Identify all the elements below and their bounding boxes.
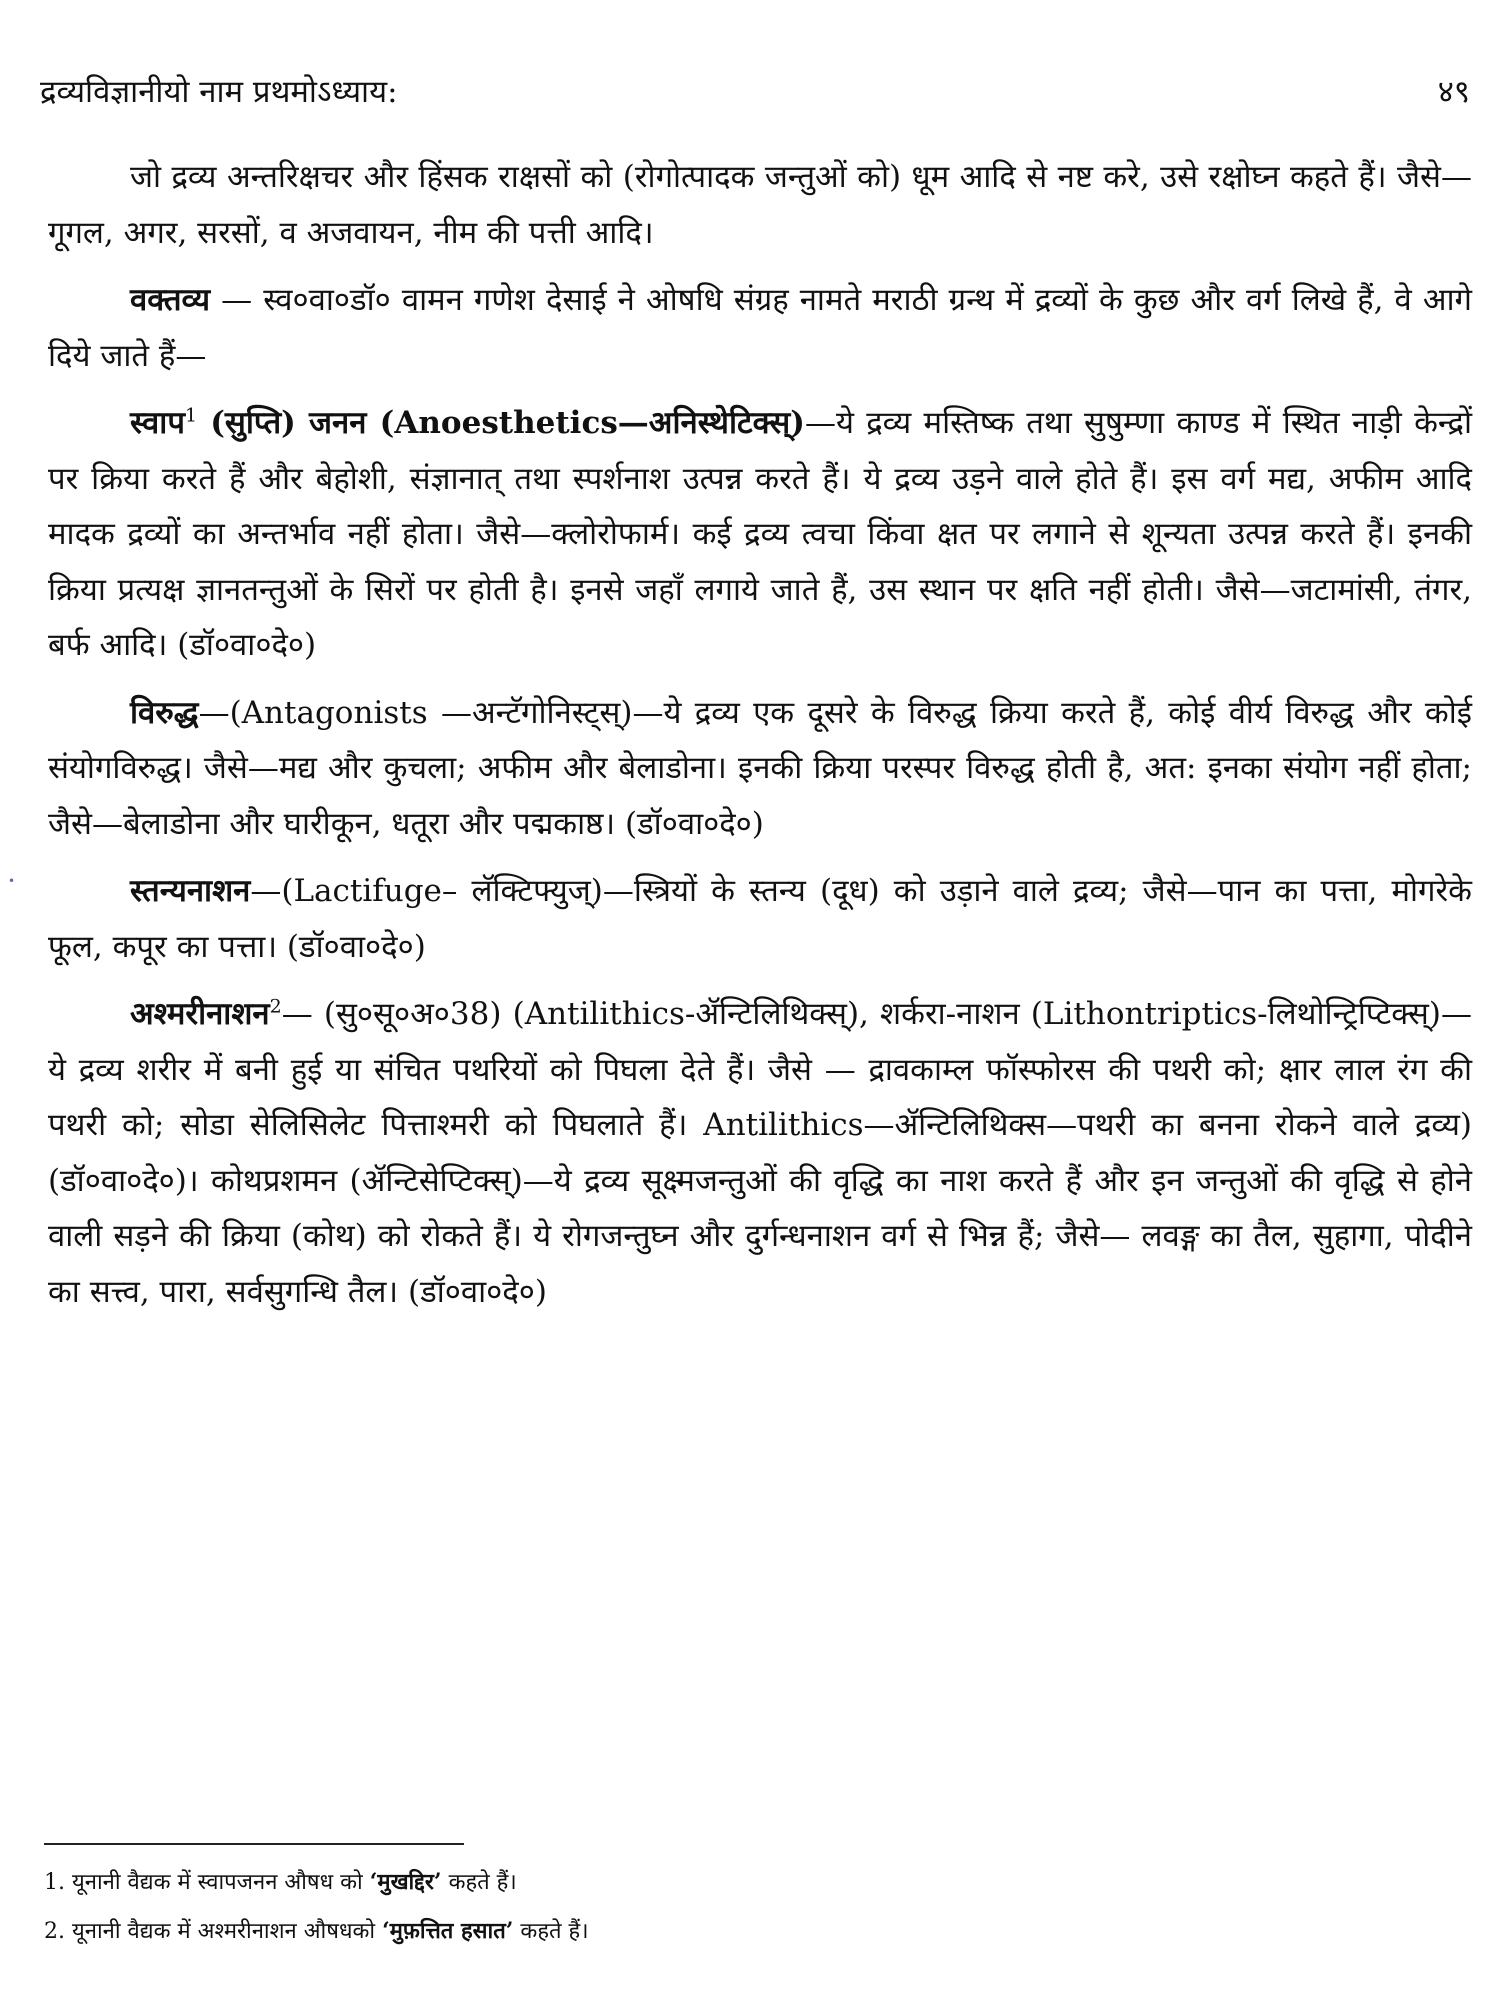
paragraph-text: —(Antagonists —अन्टॅगोनिस्ट्स्)—ये द्रव्य एक दूसरे के विरुद्ध क्रिया करते हैं, कोई वीर्य विरुद्ध और कोई संयोगविरुद्ध। जैसे—मद्य और कुचला; अफीम और बेलाडोना। इनकी क्रिया परस्पर विरुद्ध होती है, अत: इनका संयोग नहीं होता; जैसे—बेलाडोना और घारीकून, धतूरा और पद्मकाष्ठ। (डॉ०वा०दे०) [48,694,1472,842]
paragraph-stanyanashan [48,864,1472,975]
footnote-2-end: कहते हैं। [513,1919,589,1944]
footnotes [44,1858,1470,1956]
paragraph-text: जो द्रव्य अन्तरिक्षचर और हिंसक राक्षसों को (रोगोत्पादक जन्तुओं को) धूम आदि से नष्ट करे, उसे रक्षोघ्न कहते हैं। जैसे—गूगल, अगर, सरसों, व अजवायन, नीम की पत्ती आदि। [48,159,1472,251]
term-stanyanashan: स्तन्यनाशन [130,873,251,909]
footnote-ref-2: 2 [269,995,282,1018]
term-swap-rest: (सुप्ति) जनन (Anoesthetics—अनिस्थेटिक्स्) [197,405,805,441]
stray-dot-mark: • [8,874,16,888]
footnote-2-term: ‘मुफ़त्तित हसात’ [382,1918,514,1944]
footnote-1 [44,1858,1470,1907]
footnote-1-term: ‘मुखद्दिर’ [369,1869,442,1895]
term-viruddha: विरुद्ध [130,694,199,731]
paragraph-text: — (सु०सू०अ०38) (Antilithics-ॲन्टिलिथिक्स्), शर्करा-नाशन (Lithontriptics-लिथोन्ट्रिप्टिक्स्)—ये द्रव्य शरीर में बनी हुई या संचित पथरियों को पिघला देते हैं। जैसे — द्रावकाम्ल फॉस्फोरस की पथरी को; क्षार लाल रंग की पथरी को; सोडा सेलिसिलेट पित्ताश्मरी को पिघलाते हैं। Antilithics—ॲन्टिलिथिक्स—पथरी का बनना रोकने वाले द्रव्य) (डॉ०वा०दे०)। कोथप्रशमन (ॲन्टिसेप्टिक्स्)—ये द्रव्य सूक्ष्मजन्तुओं की वृद्धि का नाश करते हैं और इन जन्तुओं की वृद्धि से होने वाली सड़ने की क्रिया (कोथ) को रोकते हैं। ये रोगजन्तुघ्न और दुर्गन्धनाशन वर्ग से भिन्न हैं; जैसे— लवङ्ग का तैल, सुहागा, पोदीने का सत्त्व, पारा, सर्वसुगन्धि तैल। (डॉ०वा०दे०) [48,996,1472,1310]
paragraph-text: —ये द्रव्य मस्तिष्क तथा सुषुम्णा काण्ड में स्थित नाड़ी केन्द्रों पर क्रिया करते हैं और बेहोशी, संज्ञानात् तथा स्पर्शनाश उत्पन्न करते हैं। ये द्रव्य उड़ने वाले होते हैं। इस वर्ग मद्य, अफीम आदि मादक द्रव्यों का अन्तर्भाव नहीं होता। जैसे—क्लोरोफार्म। कई द्रव्य त्वचा किंवा क्षत पर लगाने से शून्यता उत्पन्न करते हैं। इनकी क्रिया प्रत्यक्ष ज्ञानतन्तुओं के सिरों पर होती है। इनसे जहाँ लगाये जाते हैं, उस स्थान पर क्षति नहीं होती। जैसे—जटामांसी, तंगर, बर्फ आदि। (डॉ०वा०दे०) [48,405,1473,663]
main-text [48,150,1472,1332]
page-number: ४९ [1437,74,1470,110]
footnote-2-text: 2. यूनानी वैद्यक में अश्मरीनाशन औषधको [44,1919,383,1944]
paragraph-ashmarinashan [48,987,1472,1320]
term-swap: स्वाप [130,405,185,441]
footnote-divider [44,1843,464,1845]
chapter-title: द्रव्यविज्ञानीयो नाम प्रथमोऽध्याय: [40,74,398,110]
footnote-1-end: कहते हैं। [441,1870,517,1895]
footnote-1-text: 1. यूनानी वैद्यक में स्वापजनन औषध को [44,1870,370,1895]
term-vaktavya: वक्तव्य [130,282,211,318]
footnote-ref-1: 1 [184,404,198,427]
paragraph-swapjanan [48,396,1472,674]
paragraph-rakshoghna [48,150,1472,261]
paragraph-viruddha [48,686,1472,853]
paragraph-text: —(Lactifuge– लॅक्टिफ्युज्)—स्त्रियों के स्तन्य (दूध) को उड़ाने वाले द्रव्य; जैसे—पान का पत्ता, मोगरेके फूल, कपूर का पत्ता। (डॉ०वा०दे०) [48,873,1472,965]
term-ashmarinashan: अश्मरीनाशन [130,996,270,1032]
running-header [40,70,1470,118]
paragraph-vaktavya [48,273,1472,384]
paragraph-text: — स्व०वा०डॉ० वामन गणेश देसाई ने ओषधि संग्रह नामते मराठी ग्रन्थ में द्रव्यों के कुछ और वर्ग लिखे हैं, वे आगे दिये जाते हैं— [48,282,1473,374]
footnote-2 [44,1907,1470,1956]
